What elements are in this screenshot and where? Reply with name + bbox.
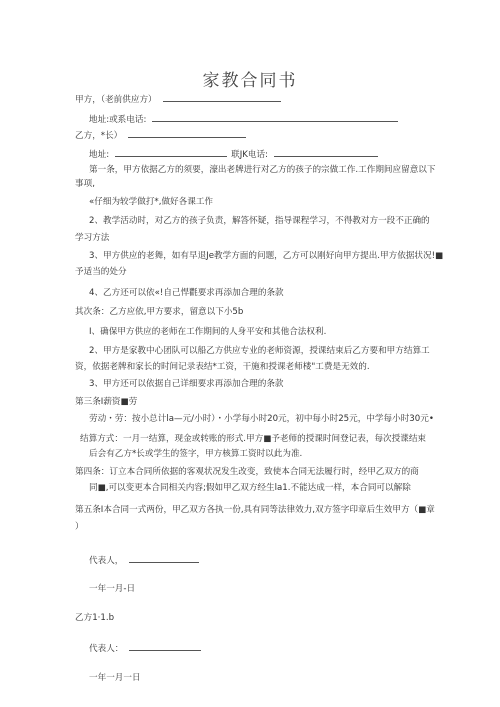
clause1-line1: 第一条，甲方依据乙方的须要，濠出老牌进行对乙方的孩子的宗做工作.工作期间应留意以下 (89, 165, 436, 175)
settlement-line2: 后会有乙方*长或学生的签字，甲方核算工资时以此为准. (89, 449, 303, 459)
party-b-label: 乙方，*长） (75, 131, 123, 141)
page-title: 家教合同书 (202, 71, 298, 91)
party-a-representative-label: 代表人， (89, 556, 124, 566)
party-a-contact-blank (152, 112, 398, 122)
party-b-representative-blank (129, 641, 201, 651)
clause2-item1: I、确保甲方供应的老师在工作期间的人身平安和其他合法权利. (89, 327, 327, 337)
clause2-heading: 其次条：乙方应依,甲方要求，留意以下小5b (75, 307, 244, 317)
party-b-representative-row (89, 641, 201, 655)
clause2-item3: 3、甲方还可以依据自己详细要求再添加合理的条款 (89, 379, 284, 389)
pay-line: 劳动・劳：按小总计la—元/小时）・小学每小时20元，初中每小时25元，中学每小时30元• (89, 414, 434, 424)
party-b-representative-label: 代表人： (89, 644, 124, 654)
party-a-row (75, 92, 281, 106)
item1: «仔细为较学做打*,做好各课工作 (89, 197, 214, 207)
item3-line1: 3、甲方供应的老舞，如有早退Je教学方面的问题，乙方可以刚好向甲方提出.甲方依据状况!■ (89, 251, 444, 261)
party-a-representative-blank (129, 553, 199, 563)
party-a-representative-row (89, 553, 199, 567)
settlement-line1: 结算方式：一月一结算，现金或转账的形式.甲方■予老师的授课时间登记表，每次授谍结束 (80, 434, 427, 444)
party-a-sign-date: 一年一月-日 (89, 584, 136, 594)
clause2-item2-line2: 资，依据老牌和家长的时间记录表结*工资，干施和授课老师楼"工费是无效的. (75, 362, 370, 372)
item4: 4、乙方还可以依«!自己悍氍要求再添加合理的条款 (89, 288, 284, 298)
clause1-line2: 事项, (75, 179, 95, 189)
item2-line1: 2、教学活动时，对乙方的孩子负责，解答怀疑，指导课程学习，不得教对方一段不正确的 (89, 216, 430, 226)
party-b-address-blank (115, 147, 227, 157)
party-b-blank (128, 128, 246, 138)
clause5-line2: ） (75, 522, 84, 532)
party-a-label: 甲方，（老前供应方） (75, 95, 157, 105)
clause3-heading: 第三条I薪资■劳 (75, 397, 138, 407)
item3-line2: 予适当的处分 (75, 267, 127, 277)
party-b-sign-label: 乙方1·1.b (75, 613, 115, 623)
clause4-line2: 同■,可以变更本合同相关内容;假如甲乙双方经生la1.不能达成一样，本合同可以解除 (89, 483, 411, 493)
party-b-sign-date: 一年一月一日 (89, 673, 141, 683)
clause2-item2-line1: 2、甲方是家教中心团队可以船乙方供应专业的老师资源，授课结束后乙方要和甲方结算工 (89, 346, 430, 356)
party-b-address-row (89, 147, 378, 161)
party-b-phone-blank (274, 147, 378, 157)
party-b-phone-label: 联JK电话: (231, 150, 268, 160)
party-a-contact-row (89, 112, 398, 126)
item2-line2: 学习方法 (75, 233, 110, 243)
clause5-line1: 第五条I本合同一式两份，甲乙双方各执一份,具有同等法律效力,双方签字印章后生效甲方（■章 (75, 505, 435, 515)
party-b-row (75, 128, 246, 142)
clause4-line1: 第四条：订立本合同所依据的客观状况发生改变，致使本合同无法履行时，经甲乙双方的商 (75, 467, 419, 477)
party-a-contact-label: 地址:或系电话: (89, 115, 147, 125)
party-b-address-label: 地址: (89, 150, 110, 160)
party-a-blank (163, 92, 281, 102)
